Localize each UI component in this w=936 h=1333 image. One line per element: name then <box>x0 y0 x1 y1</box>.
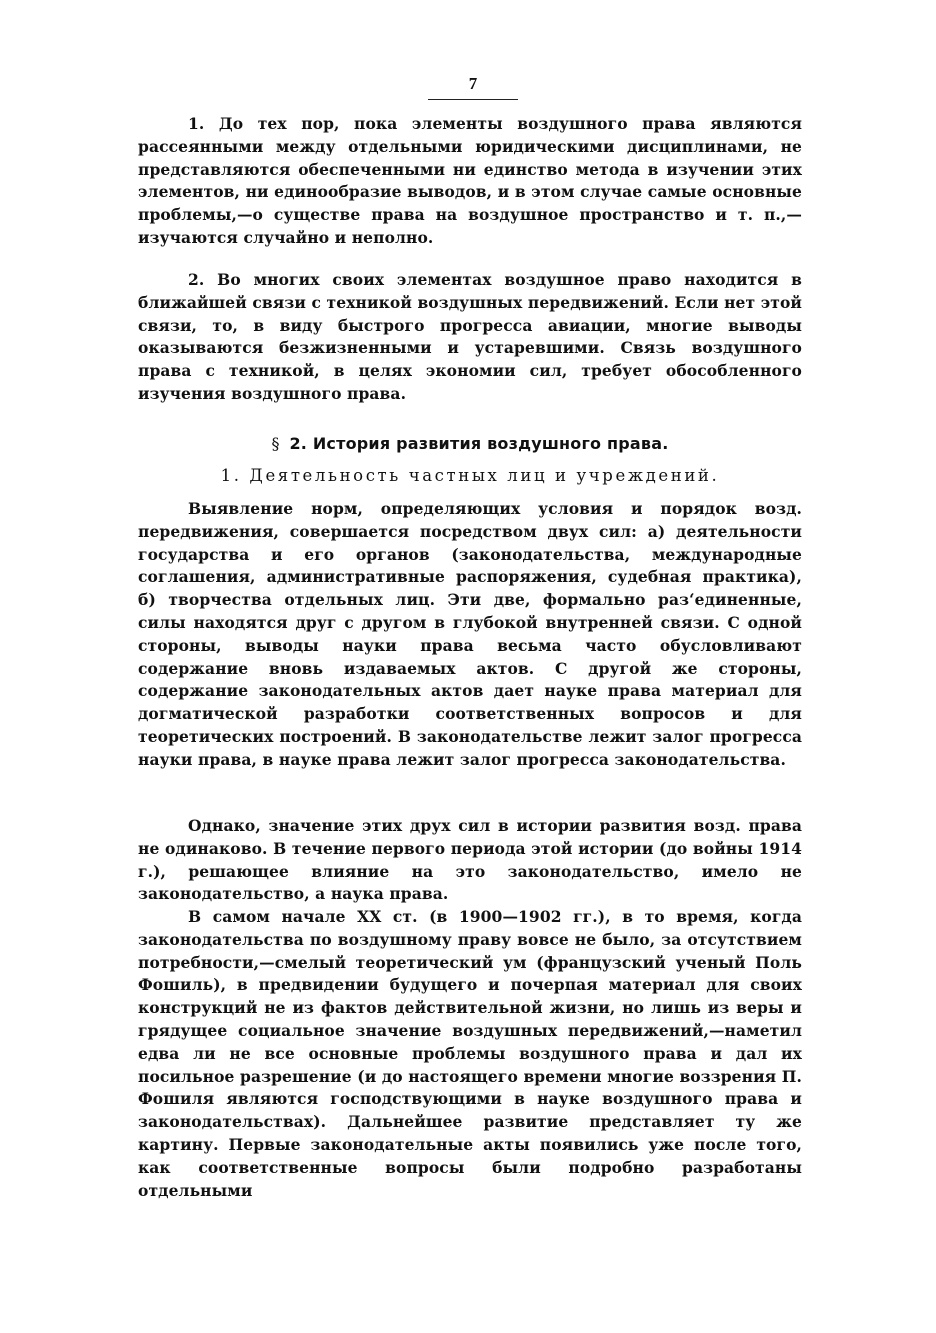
section-symbol: § <box>271 434 280 453</box>
section-heading <box>138 434 802 453</box>
paragraph-4: Однако, значение этих друх сил в истории развития возд. права не одинаково. В течение первого периода этой истории (до войны 1914 г.), решающее влияние на это законодательство, имело не законодательство, а наука права. <box>138 816 802 904</box>
section-heading-text: 2. История развития воздушного права. <box>289 434 669 453</box>
paragraph-5: В самом начале XX ст. (в 1900—1902 гг.), в то время, когда законодательства по воздушному праву вовсе не было, за отсутствием потребности,—смелый теоретический ум (французский ученый Поль Фошиль), в предвидении будущего и почерпая материал для своих конструкций не из фактов действительной жизни, но лишь из веры и грядущее социальное значение воздушных передвижений,—наметил едва ли не все основные проблемы воздушного права и дал их посильное разрешение (и до настоящего времени многие воззрения П. Фошиля являются господствующими в науке воздушного права и законодательствах). Дальнейшее развитие представляет ту же картину. Первые законодательные акты появились уже после того, как соответственные вопросы были подробно разработаны отдельными <box>138 907 802 1200</box>
paragraph-1: 1. До тех пор, пока элементы воздушного права являются рассеянными между отдельными юридическими дисциплинами, не представляются обеспеченными ни единство метода в изучении этих элементов, ни единообразие выводов, и в этом случае самые основные проблемы,—о существе права на воздушное пространство и т. п.,—изучаются случайно и неполно. <box>138 114 802 247</box>
paragraph-3: Выявление норм, определяющих условия и порядок возд. передвижения, совершается посредством двух сил: а) деятельности государства и его органов (законодательства, международные соглашения, административные распоряжения, судебная практика), б) творчества отдельных лиц. Эти две, формально раз‘единенные, силы находятся друг с другом в глубокой внутренней связи. С одной стороны, выводы науки права весьма часто обусловливают содержание вновь издаваемых актов. С другой же стороны, содержание законодательных актов дает науке права материал для догматической разработки соответственных вопросов и для теоретических построений. В законодательстве лежит залог прогресса науки права, в науке права лежит залог прогресса законодательства. <box>138 499 802 769</box>
paragraph-2: 2. Во многих своих элементах воздушное право находится в ближайшей связи с техникой воздушных передвижений. Если нет этой связи, то, в виду быстрого прогресса авиации, многие выводы оказываются безжизненными и устаревшими. Связь воздушного права с техникой, в целях экономии сил, требует обособленного изучения воздушного права. <box>138 270 802 403</box>
page-number: 7 <box>468 74 478 93</box>
subheading: 1. Деятельность частных лиц и учреждений. <box>220 466 720 485</box>
page-number-rule <box>428 99 518 100</box>
